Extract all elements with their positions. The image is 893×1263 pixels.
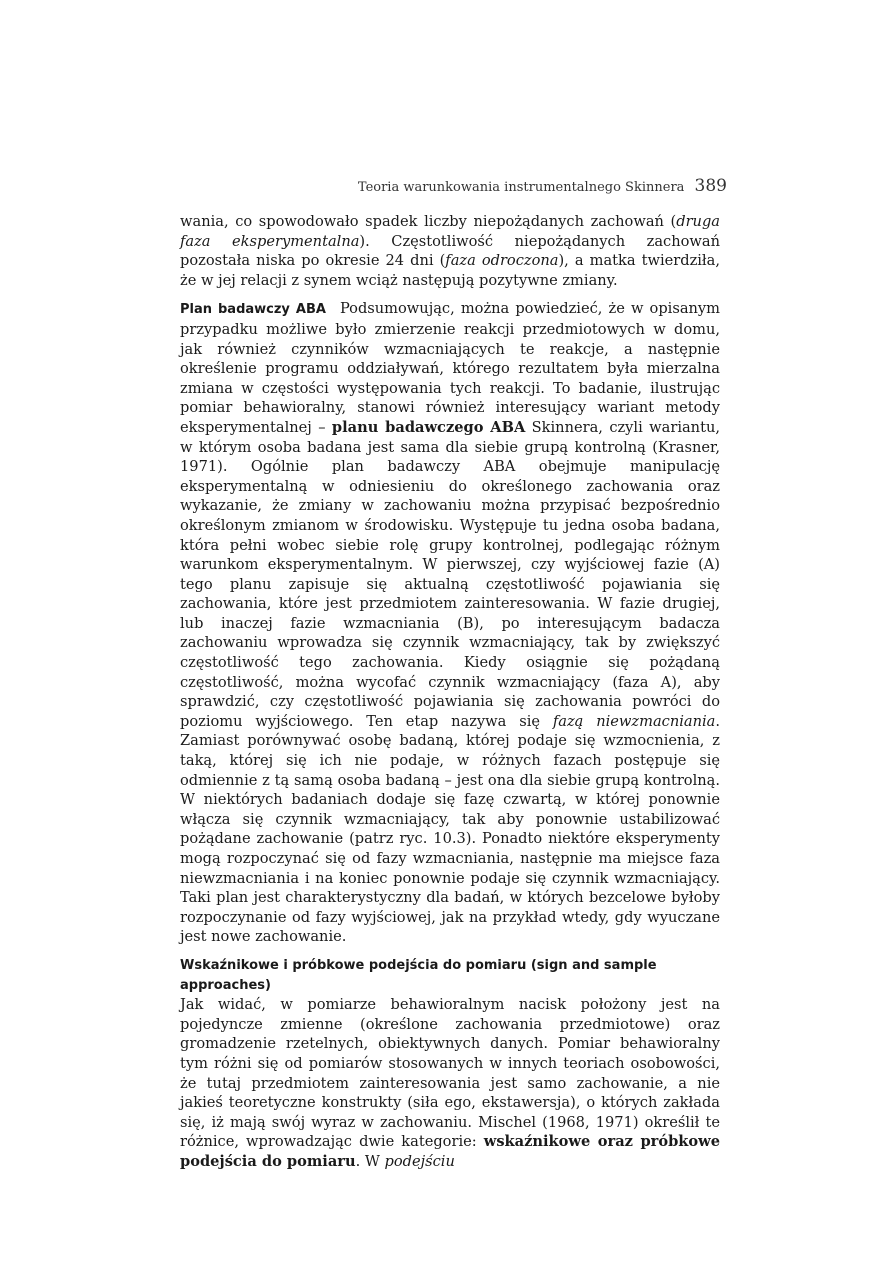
text-run: ), a matka twierdziła, że w jej relacji z synem wciąż następują pozytywne zmiany. (180, 252, 721, 289)
bold-term: wskaźnikowe oraz próbkowe podejścia do pomiaru (180, 1133, 721, 1170)
bold-term: planu badawczego ABA (331, 418, 526, 436)
paragraph-sign-sample (180, 956, 720, 1172)
run-in-heading-plan-aba: Plan badawczy ABA (180, 302, 326, 318)
italic-term: druga faza eksperymentalna (180, 213, 720, 250)
page-number: 389 (694, 176, 727, 196)
text-run: ). Częstotliwość niepożądanych zachowań pozostała niska po okresie 24 dni ( (180, 232, 720, 270)
page-body (180, 212, 720, 1181)
text-run: Jak widać, w pomiarze behawioralnym nacisk położony jest na pojedyncze zmienne (określone zachowania przedmiotowe) oraz gromadzenie rzetelnych, obiektywnych danych. Pomiar behawioralny tym różni się od pomiarów stosowanych w innych teoriach osobowości, że tutaj przedmiotem zainteresowania jest samo zachowanie, a nie jakieś teoretyczne konstrukty (siła ego, ekstawersja), o których zakłada się, iż mają swój wyraz w zachowaniu. Mischel (1968, 1971) określił te różnice, wprowadzając dwie kategorie: (180, 996, 720, 1151)
text-run: Podsumowując, można powiedzieć, że w opisanym przypadku możliwe było zmierzenie reakcji przedmiotowych w domu, jak również czynników wzmacniających te reakcje, a następnie określenie programu oddziaływań, którego rezultatem była mierzalna zmiana w częstości występowania tych reakcji. To badanie, ilustrując pomiar behawioralny, stanowi również interesujący wariant metody eksperymentalnej – (180, 300, 720, 436)
text-run: Skinnera, czyli wariantu, w którym osoba badana jest sama dla siebie grupą kontrolną (Krasner, 1971). Ogólnie plan badawczy ABA obejmuje manipulację eksperymentalną w odniesieniu do określonego zachowania oraz wykazanie, że zmiany w zachowaniu można przypisać bezpośrednio określonym zmianom w środowisku. Występuje tu jedna osoba badana, która pełni wobec siebie rolę grupy kontrolnej, podlegając różnym warunkom eksperymentalnym. W pierwszej, czy wyjściowej fazie (A) tego planu zapisuje się aktualną częstotliwość pojawiania się zachowania, które jest przedmiotem zainteresowania. W fazie drugiej, lub inaczej fazie wzmacniania (B), po interesującym badacza zachowaniu wprowadza się czynnik wzmacniający, tak by zwiększyć częstotliwość tego zachowania. Kiedy osiągnie się pożądaną częstotliwość, można wycofać czynnik wzmacniający (faza A), aby sprawdzić, czy częstotliwość pojawiania się zachowania powróci do poziomu wyjściowego. Ten etap nazywa się (180, 418, 720, 730)
italic-term: podejściu (384, 1152, 455, 1170)
paragraph-1 (180, 212, 720, 290)
running-header (180, 176, 727, 196)
text-run: . Zamiast porównywać osobę badaną, której podaje się wzmocnienia, z taką, której się ich nie podaje, w różnych fazach postępuje się odmiennie z tą samą osoba badaną – jest ona dla siebie grupą kontrolną. W niektórych badaniach dodaje się fazę czwartą, w której ponownie włącza się czynnik wzmacniający, tak aby ponownie ustabilizować pożądane zachowanie (patrz ryc. 10.3). Ponadto niektóre eksperymenty mogą rozpoczynać się od fazy wzmacniania, następnie ma miejsce faza niewzmacniania i na koniec ponownie podaje się czynnik wzmacniający. Taki plan jest charakterystyczny dla badań, w których bezcelowe byłoby rozpoczynanie od fazy wyjściowej, jak na przykład wtedy, gdy wyuczane jest nowe zachowanie. (180, 712, 720, 946)
text-run: wania, co spowodowało spadek liczby niepożądanych zachowań ( (180, 213, 677, 230)
section-heading-sign-sample: Wskaźnikowe i próbkowe podejścia do pomiaru (sign and sample approaches) (180, 957, 657, 993)
italic-term: faza odroczona (445, 252, 559, 270)
text-run: . W (355, 1152, 385, 1170)
running-title: Teoria warunkowania instrumentalnego Skinnera (357, 180, 685, 195)
paragraph-plan-aba (180, 299, 720, 947)
italic-term: fazą niewzmacniania (552, 712, 716, 730)
